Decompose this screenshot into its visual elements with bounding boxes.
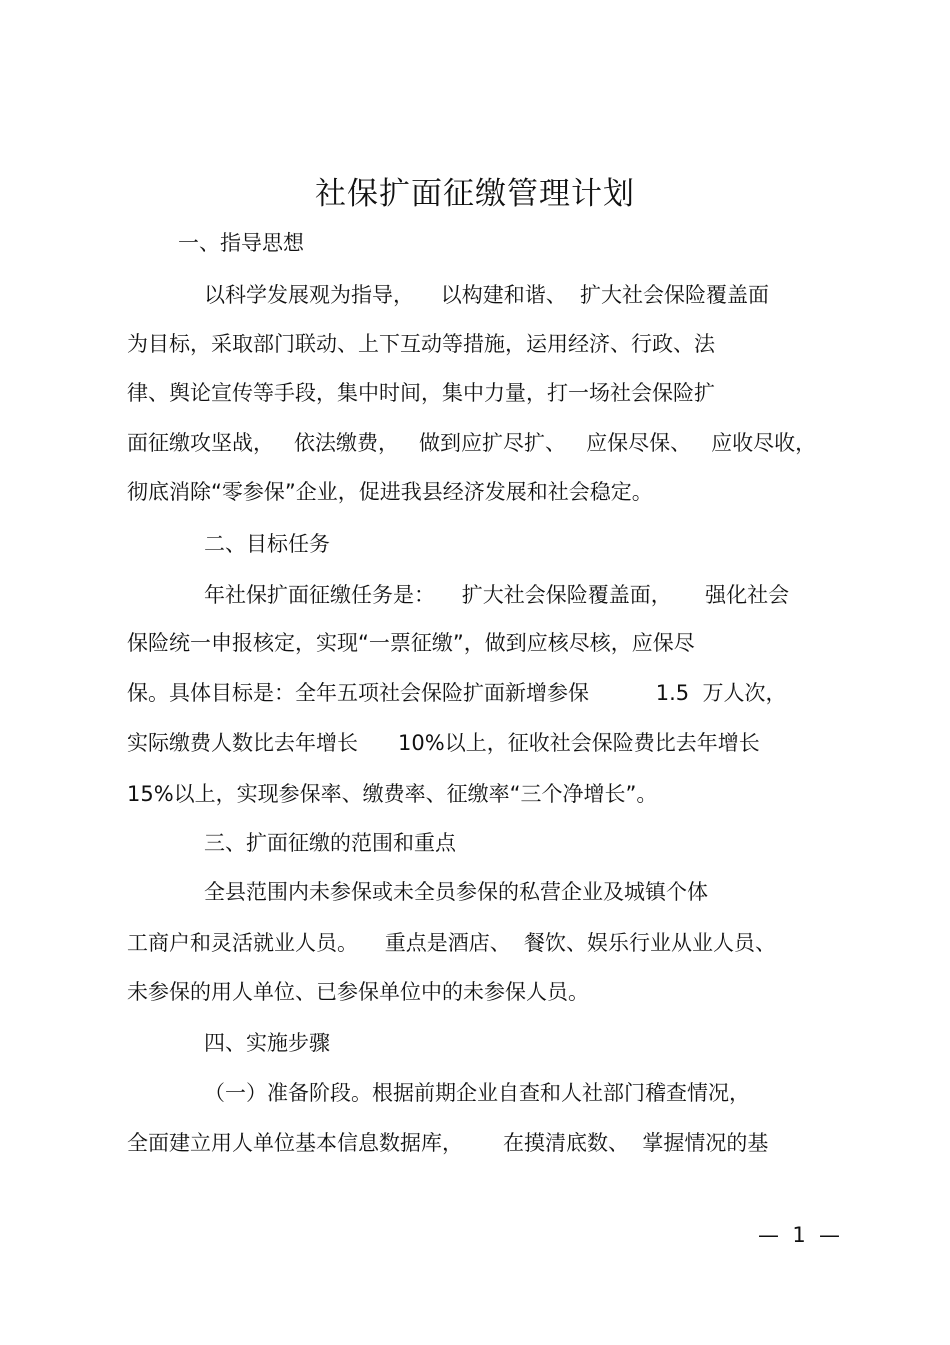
section-heading-steps: 四、实施步骤	[204, 1031, 330, 1055]
body-line: 15%以上，实现参保率、缴费率、征缴率“三个净增长”。	[127, 782, 658, 806]
body-line: 工商户和灵活就业人员。 重点是酒店、 餐饮、娱乐行业从业人员、	[127, 931, 777, 955]
section-heading-goals: 二、目标任务	[204, 532, 330, 556]
body-line: 以科学发展观为指导， 以构建和谐、 扩大社会保险覆盖面	[204, 283, 770, 307]
body-line: 面征缴攻坚战， 依法缴费， 做到应扩尽扩、 应保尽保、 应收尽收，	[127, 431, 817, 455]
body-line: 未参保的用人单位、已参保单位中的未参保人员。	[127, 980, 589, 1004]
body-line: 保险统一申报核定，实现“一票征缴”，做到应核尽核，应保尽	[127, 631, 695, 655]
body-line: 彻底消除“零参保”企业，促进我县经济发展和社会稳定。	[127, 480, 653, 504]
body-line: 保。具体目标是：全年五项社会保险扩面新增参保 1.5 万人次，	[127, 681, 787, 705]
document-title: 社保扩面征缴管理计划	[315, 176, 635, 212]
page-number: — 1 —	[758, 1223, 841, 1247]
section-heading-scope: 三、扩面征缴的范围和重点	[204, 831, 456, 855]
body-line: 年社保扩面征缴任务是： 扩大社会保险覆盖面， 强化社会	[204, 583, 790, 607]
body-line: （一）准备阶段。根据前期企业自查和人社部门稽查情况，	[204, 1081, 750, 1105]
body-line: 律、舆论宣传等手段，集中时间，集中力量，打一场社会保险扩	[127, 381, 715, 405]
section-heading-guiding-ideology: 一、指导思想	[178, 231, 304, 255]
body-line: 为目标，采取部门联动、上下互动等措施，运用经济、行政、法	[127, 332, 715, 356]
body-line: 全面建立用人单位基本信息数据库， 在摸清底数、 掌握情况的基	[127, 1131, 769, 1155]
body-line: 全县范围内未参保或未全员参保的私营企业及城镇个体	[204, 880, 708, 904]
body-line: 实际缴费人数比去年增长 10%以上，征收社会保险费比去年增长	[127, 731, 760, 755]
